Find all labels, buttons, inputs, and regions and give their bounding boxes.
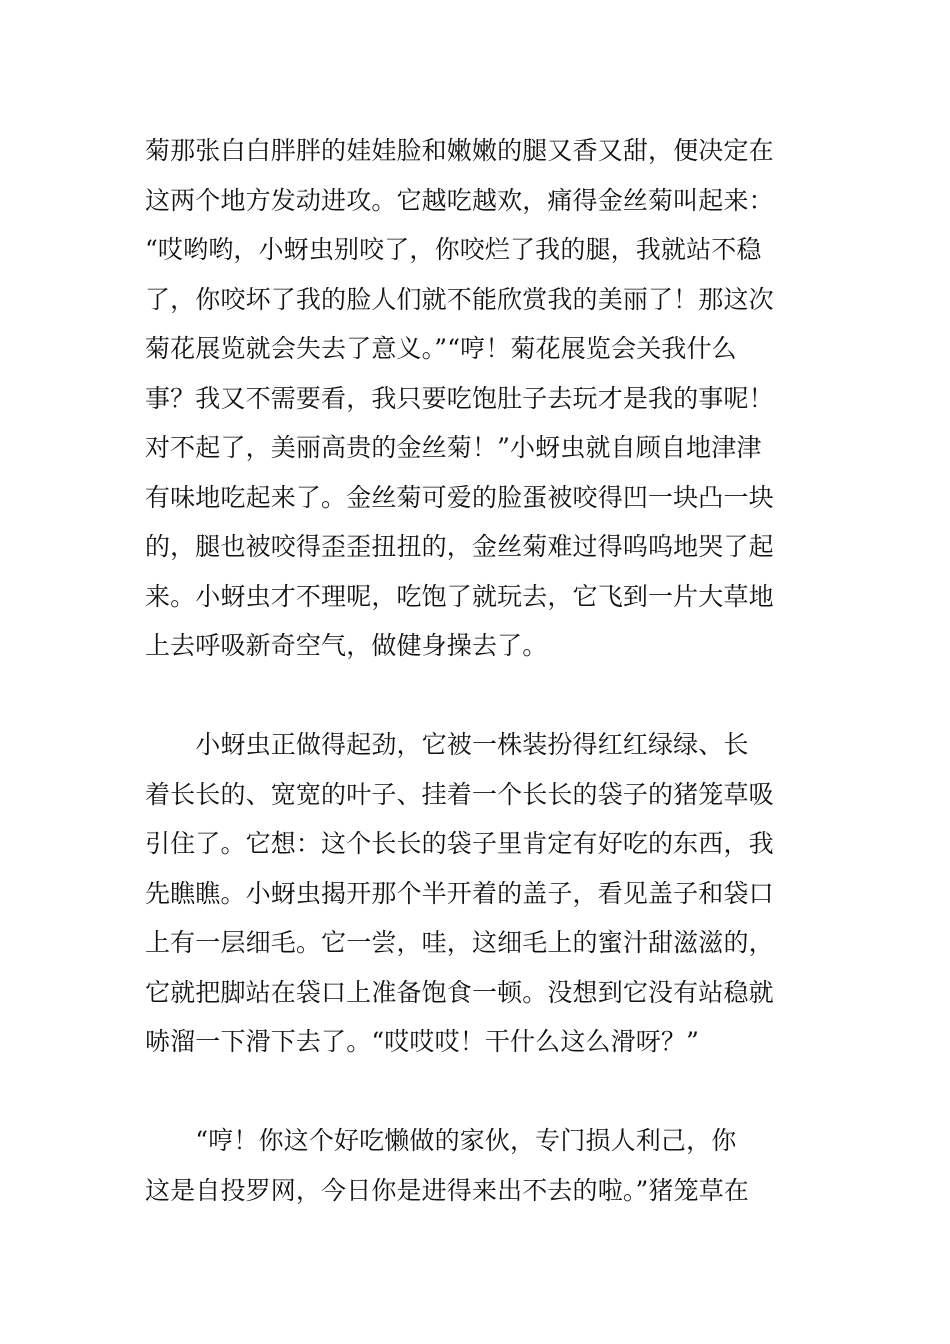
text-line: 来。小蚜虫才不理呢，吃饱了就玩去，它飞到一片大草地 — [145, 581, 774, 611]
text-line: “哎哟哟，小蚜虫别咬了，你咬烂了我的腿，我就站不稳 — [145, 235, 762, 264]
text-line: 先瞧瞧。小蚜虫揭开那个半开着的盖子，看见盖子和袋口 — [145, 878, 774, 908]
paragraph-spacer — [145, 671, 810, 721]
text-line: “哼！你这个好吃懒做的家伙，专门损人利己，你 — [145, 1126, 737, 1155]
text-line: 菊花展览就会失去了意义。”“哼！菊花展览会关我什么 — [145, 334, 737, 363]
paragraph-2 — [145, 720, 810, 1067]
text-line: 了，你咬坏了我的脸人们就不能欣赏我的美丽了！那这次 — [145, 284, 774, 314]
text-line: 它就把脚站在袋口上准备饱食一顿。没想到它没有站稳就 — [145, 977, 774, 1007]
document-page — [145, 126, 810, 1215]
text-line: 对不起了，美丽高贵的金丝菊！”小蚜虫就自顾自地津津 — [145, 433, 762, 462]
paragraph-3 — [145, 1116, 810, 1215]
text-line: 上有一层细毛。它一尝，哇，这细毛上的蜜汁甜滋滋的， — [145, 928, 774, 957]
text-line: 小蚜虫正做得起劲，它被一株装扮得红红绿绿、长 — [145, 730, 749, 759]
paragraph-spacer — [145, 1067, 810, 1117]
text-line: 菊那张白白胖胖的娃娃脸和嫩嫩的腿又香又甜，便决定在 — [145, 136, 774, 165]
text-line: 引住了。它想：这个长长的袋子里肯定有好吃的东西，我 — [145, 829, 774, 858]
paragraph-1 — [145, 126, 810, 671]
text-line: 这是自投罗网，今日你是进得来出不去的啦。”猪笼草在 — [145, 1175, 750, 1205]
text-line: 的，腿也被咬得歪歪扭扭的，金丝菊难过得呜呜地哭了起 — [145, 532, 774, 561]
text-line: 事？我又不需要看，我只要吃饱肚子去玩才是我的事呢！ — [145, 383, 774, 413]
text-line: 哧溜一下滑下去了。“哎哎哎！干什么这么滑呀？” — [145, 1027, 700, 1056]
text-line: 上去呼吸新奇空气，做健身操去了。 — [145, 631, 548, 660]
text-line: 着长长的、宽宽的叶子、挂着一个长长的袋子的猪笼草吸 — [145, 779, 774, 809]
text-line: 有味地吃起来了。金丝菊可爱的脸蛋被咬得凹一块凸一块 — [145, 482, 774, 512]
text-line: 这两个地方发动进攻。它越吃越欢，痛得金丝菊叫起来： — [145, 185, 774, 215]
